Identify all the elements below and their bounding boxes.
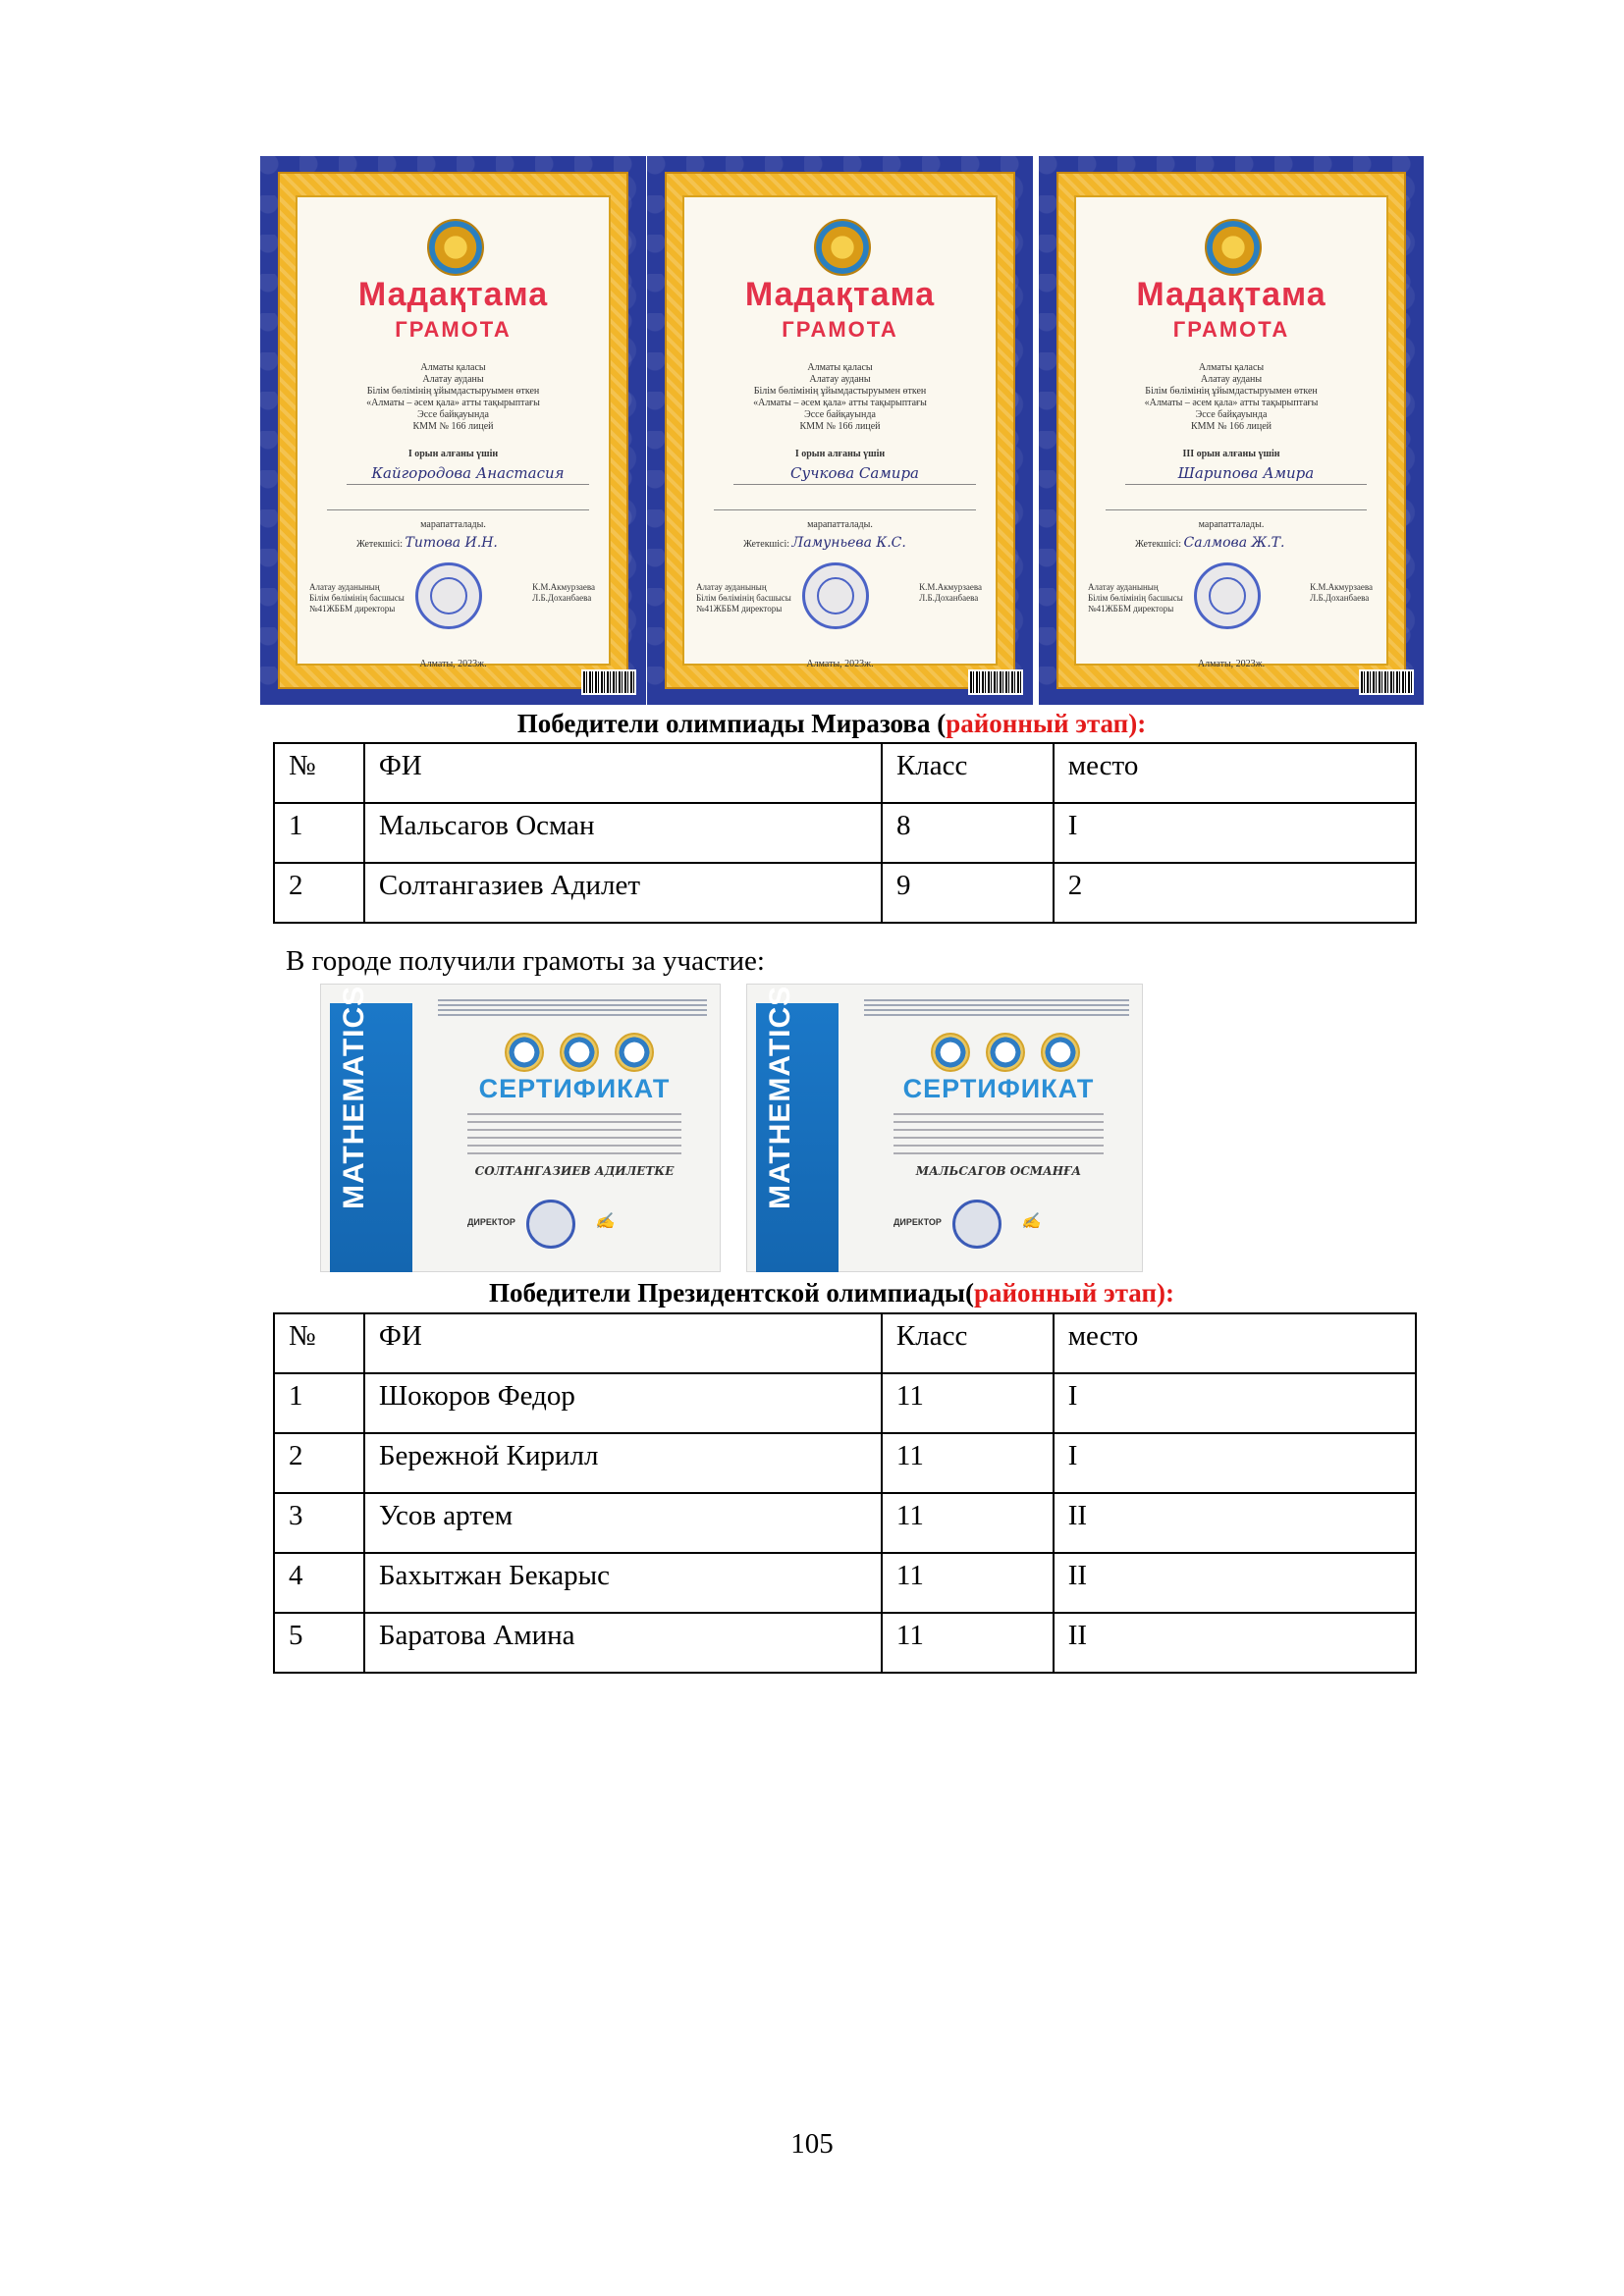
gramota-city-date: Алматы, 2023ж.: [419, 659, 487, 669]
gramota-paper: [1074, 195, 1388, 669]
signature-icon: ✍: [595, 1211, 615, 1230]
stamp-icon: [415, 562, 482, 629]
logo-icon: [560, 1033, 599, 1072]
certificate-recipient: МАЛЬСАГОВ ОСМАНҒА: [915, 1164, 1082, 1178]
seal-icon: [952, 1200, 1001, 1249]
gramota-recipient: Кайгородова Анастасия: [347, 464, 589, 485]
mathematics-label: MATHEMATICS: [764, 985, 796, 1209]
state-emblem-icon: [814, 219, 871, 276]
city-participation-text: В городе получили грамоты за участие:: [286, 945, 765, 977]
stage-label: районный этап: [946, 709, 1129, 738]
section1-heading: Победители олимпиады Миразова (районный этап):: [516, 709, 1147, 738]
barcode-icon: [968, 669, 1023, 695]
barcode-icon: [581, 669, 636, 695]
table-row: 2 Солтангазиев Адилет 9 2: [274, 863, 1416, 923]
signature-icon: ✍: [1021, 1211, 1041, 1230]
table-header-row: [274, 1313, 1416, 1373]
gramota-footer-right: К.М.Акмурзаева Л.Б.Доханбаева: [1310, 582, 1373, 603]
gramota-place: I орын алғаны үшін: [407, 449, 499, 459]
column-header: место: [1054, 743, 1416, 803]
gramota-body: Алматы қаласы Алатау ауданы Білім бөлімінің ұйымдастыруымен өткен «Алматы – әсем қала» атты тақырыптағы Эссе байқауында КММ № 166 лицей: [1144, 362, 1319, 432]
gramota-body: Алматы қаласы Алатау ауданы Білім бөлімінің ұйымдастыруымен өткен «Алматы – әсем қала» атты тақырыптағы Эссе байқауында КММ № 166 лицей: [366, 362, 540, 432]
column-header: №: [274, 1313, 364, 1373]
gramota-mentor: Жетекшісі: Салмова Ж.Т.: [1135, 535, 1285, 551]
certificate-recipient: СОЛТАНГАЗИЕВ АДИЛЕТКЕ: [474, 1164, 675, 1178]
gramota-city-date: Алматы, 2023ж.: [1197, 659, 1266, 669]
emblem-icon: [931, 1033, 970, 1072]
mentor-signature: Ламуньева К.С.: [791, 535, 906, 551]
column-header: ФИ: [364, 1313, 882, 1373]
state-emblem-icon: [1205, 219, 1262, 276]
gramota-recipient: Сучкова Самира: [733, 464, 976, 485]
column-header: Класс: [882, 743, 1054, 803]
gramota-body: Алматы қаласы Алатау ауданы Білім бөлімінің ұйымдастыруымен өткен «Алматы – әсем қала» атты тақырыптағы Эссе байқауында КММ № 166 лицей: [753, 362, 927, 432]
gramota-image-3: [1039, 156, 1424, 705]
certificate-title: СЕРТИФИКАТ: [478, 1074, 671, 1103]
logo-icon: [615, 1033, 654, 1072]
gramota-subtitle: ГРАМОТА: [1172, 317, 1290, 342]
column-header: Класс: [882, 1313, 1054, 1373]
gramota-title: Мадақтама: [1136, 276, 1326, 313]
emblem-icon: [505, 1033, 544, 1072]
gramota-recipient: Шарипова Амира: [1125, 464, 1367, 485]
table-row: 1 Мальсагов Осман 8 I: [274, 803, 1416, 863]
logo-icon: [986, 1033, 1025, 1072]
mentor-signature: Салмова Ж.Т.: [1183, 535, 1285, 551]
mathematics-label: MATHEMATICS: [338, 985, 370, 1209]
gramota-place: III орын алғаны үшін: [1182, 449, 1280, 459]
mentor-signature: Титова И.Н.: [405, 535, 498, 551]
section2-heading: Победители Президентской олимпиады(районный этап):: [489, 1278, 1174, 1308]
gramota-footer-left: Алатау ауданының Білім бөлімінің басшысы №41ЖББМ директоры: [309, 582, 405, 614]
stage-label: районный этап: [973, 1278, 1158, 1308]
certificate-image-2: [746, 984, 1143, 1272]
gramota-subtitle: ГРАМОТА: [782, 317, 898, 342]
table-row: 4 Бахытжан Бекарыс 11 II: [274, 1553, 1416, 1613]
stamp-icon: [1194, 562, 1261, 629]
page-number: 105: [790, 2128, 834, 2160]
table-row: 1 Шокоров Федор 11 I: [274, 1373, 1416, 1433]
certificate-title: СЕРТИФИКАТ: [902, 1074, 1095, 1103]
table-header-row: [274, 743, 1416, 803]
table-row: 2 Бережной Кирилл 11 I: [274, 1433, 1416, 1493]
gramota-image-1: [260, 156, 646, 705]
gramota-image-2: [647, 156, 1033, 705]
gramota-award: марапатталады.: [1198, 519, 1265, 530]
table-row: 5 Баратова Амина 11 II: [274, 1613, 1416, 1673]
logo-icon: [1041, 1033, 1080, 1072]
stamp-icon: [802, 562, 869, 629]
gramota-paper: [682, 195, 998, 669]
gramota-award: марапатталады.: [420, 519, 486, 530]
gramota-paper: [296, 195, 611, 669]
gramota-subtitle: ГРАМОТА: [395, 317, 512, 342]
column-header: ФИ: [364, 743, 882, 803]
gramota-mentor: Жетекшісі: Ламуньева К.С.: [743, 535, 906, 551]
gramota-footer-left: Алатау ауданының Білім бөлімінің басшысы №41ЖББМ директоры: [696, 582, 791, 614]
seal-icon: [526, 1200, 575, 1249]
gramota-footer-right: К.М.Акмурзаева Л.Б.Доханбаева: [919, 582, 982, 603]
gramota-mentor: Жетекшісі: Титова И.Н.: [356, 535, 498, 551]
gramota-award: марапатталады.: [807, 519, 873, 530]
director-label: ДИРЕКТОР: [467, 1217, 515, 1227]
gramota-title: Мадақтама: [744, 276, 936, 313]
table-row: 3 Усов артем 11 II: [274, 1493, 1416, 1553]
gramota-title: Мадақтама: [357, 276, 549, 313]
certificate-image-1: [320, 984, 721, 1272]
director-label: ДИРЕКТОР: [893, 1217, 942, 1227]
certificate-logos: [923, 1033, 1088, 1077]
certificate-logos: [497, 1033, 662, 1077]
gramota-city-date: Алматы, 2023ж.: [806, 659, 874, 669]
presidential-winners-table: [273, 1312, 1417, 1674]
state-emblem-icon: [427, 219, 484, 276]
mirazov-winners-table: [273, 742, 1417, 924]
column-header: место: [1054, 1313, 1416, 1373]
gramota-place: I орын алғаны үшін: [794, 449, 886, 459]
gramota-footer-left: Алатау ауданының Білім бөлімінің басшысы №41ЖББМ директоры: [1088, 582, 1183, 614]
barcode-icon: [1359, 669, 1414, 695]
column-header: №: [274, 743, 364, 803]
gramota-footer-right: К.М.Акмурзаева Л.Б.Доханбаева: [532, 582, 595, 603]
